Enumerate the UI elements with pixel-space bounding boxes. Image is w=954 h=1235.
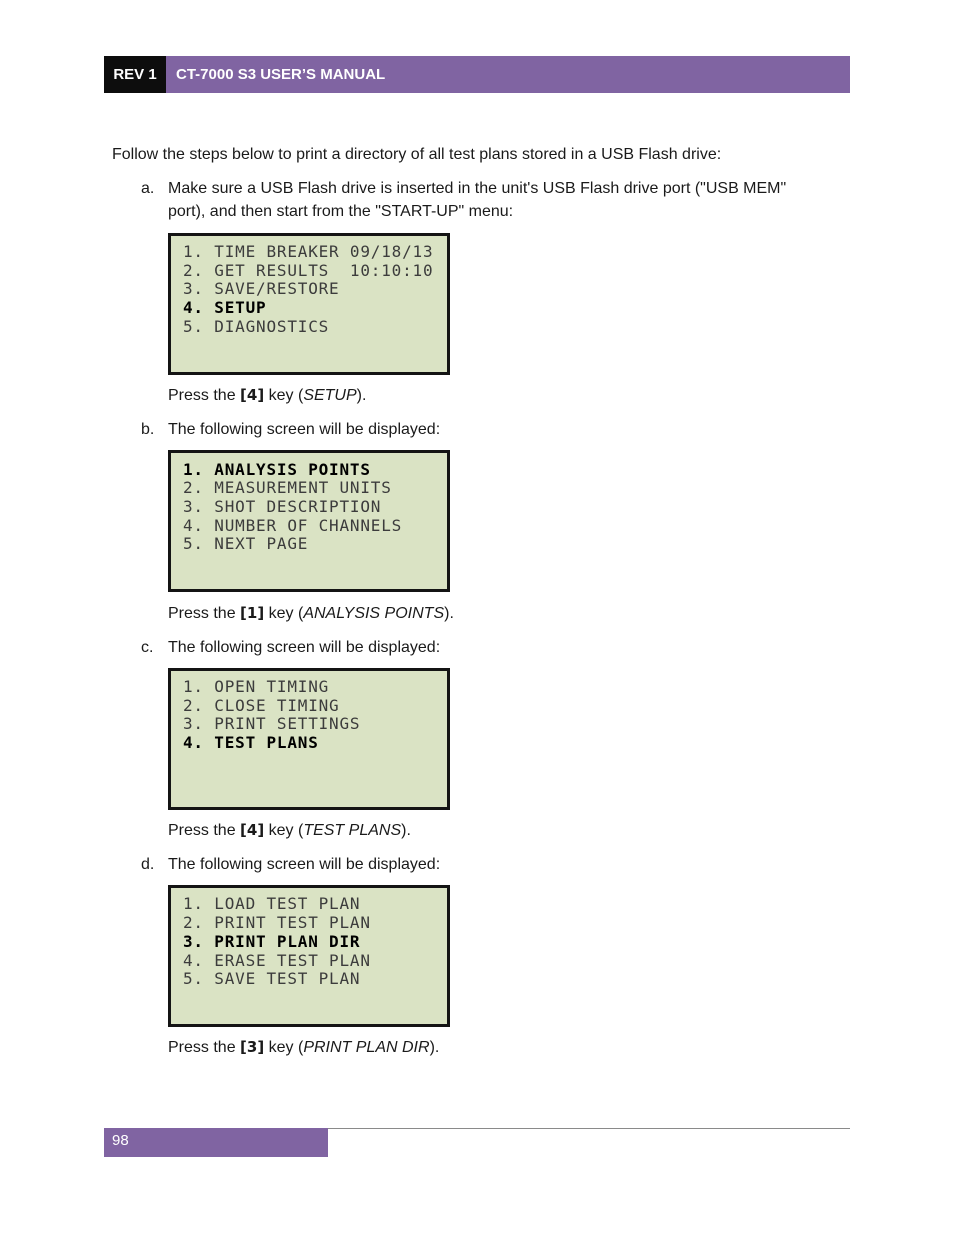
- press-instruction: [168, 821, 411, 840]
- key-label: [4]: [240, 386, 265, 404]
- lcd-line: 4. ERASE TEST PLAN: [183, 951, 371, 970]
- lcd-line: 2. MEASUREMENT UNITS: [183, 478, 392, 497]
- press-text: key (: [264, 1039, 304, 1056]
- step-label: c.: [141, 639, 154, 656]
- menu-option-name: PRINT PLAN DIR: [303, 1039, 430, 1056]
- step-text-line: The following screen will be displayed:: [168, 856, 441, 873]
- lcd-line: 5. NEXT PAGE: [183, 534, 309, 553]
- step-label: d.: [141, 856, 155, 873]
- press-text: Press the: [168, 387, 241, 404]
- menu-option-name: SETUP: [303, 387, 357, 404]
- press-text: Press the: [168, 605, 241, 622]
- press-text: key (: [264, 387, 304, 404]
- lcd-line: 3. SHOT DESCRIPTION: [183, 497, 382, 516]
- lcd-line: 4. NUMBER OF CHANNELS: [183, 516, 403, 535]
- lcd-line: 2. CLOSE TIMING: [183, 696, 340, 715]
- lcd-screen-setup-menu: [168, 450, 450, 592]
- press-text: ).: [356, 387, 367, 404]
- step-text: [168, 636, 828, 659]
- intro-paragraph: Follow the steps below to print a directory of all test plans stored in a USB Flash drive:: [112, 146, 722, 163]
- lcd-line: 1. TIME BREAKER 09/18/13: [183, 242, 434, 261]
- press-instruction: [168, 604, 454, 623]
- step-text-line: Make sure a USB Flash drive is inserted in the unit's USB Flash drive port ("USB MEM": [168, 180, 787, 197]
- key-label: [4]: [240, 821, 265, 839]
- lcd-line: 3. PRINT SETTINGS: [183, 714, 361, 733]
- lcd-line: 3. SAVE/RESTORE: [183, 279, 340, 298]
- step-text: [168, 418, 828, 441]
- key-label: [1]: [240, 604, 265, 622]
- page-footer: [104, 1128, 328, 1157]
- press-text: key (: [264, 822, 304, 839]
- page-header: [104, 56, 850, 93]
- lcd-line: 1. LOAD TEST PLAN: [183, 894, 361, 913]
- press-instruction: [168, 1038, 439, 1057]
- step-text-line: The following screen will be displayed:: [168, 639, 441, 656]
- lcd-screen-analysis-points-menu: [168, 668, 450, 810]
- step-label: b.: [141, 421, 155, 438]
- press-text: ).: [444, 605, 454, 622]
- lcd-line: 1. OPEN TIMING: [183, 677, 330, 696]
- lcd-line-selected: 4. TEST PLANS: [183, 733, 319, 752]
- step-text-line: The following screen will be displayed:: [168, 421, 441, 438]
- manual-title: CT-7000 S3 USER’S MANUAL: [176, 66, 386, 83]
- lcd-line: 5. DIAGNOSTICS: [183, 317, 330, 336]
- lcd-line: 2. GET RESULTS 10:10:10: [183, 261, 434, 280]
- page-number: 98: [112, 1132, 129, 1149]
- step-text: [168, 177, 828, 223]
- lcd-line-selected: 4. SETUP: [183, 298, 267, 317]
- press-text: Press the: [168, 822, 241, 839]
- key-label: [3]: [240, 1038, 265, 1056]
- step-text-line: port), and then start from the "START-UP" menu:: [168, 203, 514, 220]
- lcd-line: 2. PRINT TEST PLAN: [183, 913, 371, 932]
- press-text: key (: [264, 605, 304, 622]
- press-text: Press the: [168, 1039, 241, 1056]
- step-text: [168, 853, 828, 876]
- lcd-line: 5. SAVE TEST PLAN: [183, 969, 361, 988]
- press-text: ).: [429, 1039, 440, 1056]
- lcd-line-selected: 3. PRINT PLAN DIR: [183, 932, 361, 951]
- lcd-line-selected: 1. ANALYSIS POINTS: [183, 460, 371, 479]
- lcd-screen-startup-menu: [168, 233, 450, 375]
- step-label: a.: [141, 180, 155, 197]
- press-text: ).: [401, 822, 411, 839]
- revision-label: REV 1: [104, 56, 166, 93]
- menu-option-name: TEST PLANS: [303, 822, 402, 839]
- menu-option-name: ANALYSIS POINTS: [303, 605, 445, 622]
- press-instruction: [168, 386, 366, 405]
- lcd-screen-test-plans-menu: [168, 885, 450, 1027]
